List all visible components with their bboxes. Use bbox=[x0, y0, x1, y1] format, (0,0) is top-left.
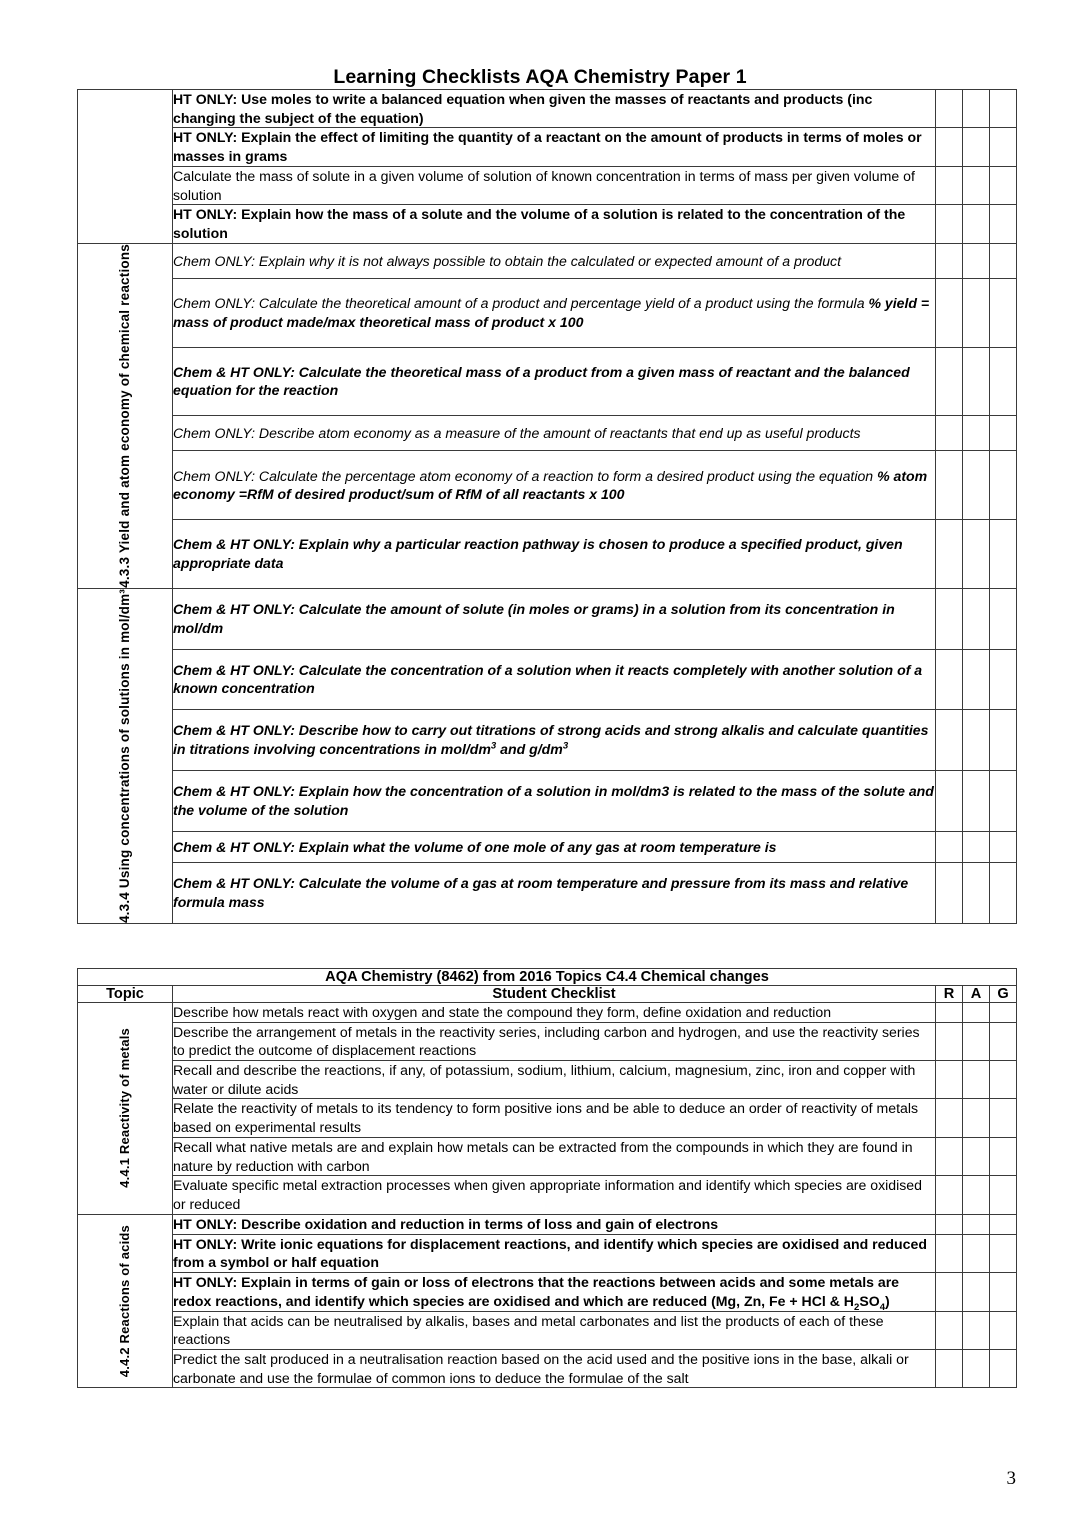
rag-cell-a[interactable] bbox=[963, 128, 990, 166]
rag-cell-g[interactable] bbox=[990, 1234, 1017, 1272]
rag-cell-r[interactable] bbox=[936, 649, 963, 710]
checklist-statement: HT ONLY: Write ionic equations for displacement reactions, and identify which species are oxidised and reduced from a symbol or half equation bbox=[173, 1234, 936, 1272]
checklist-statement: HT ONLY: Explain the effect of limiting the quantity of a reactant on the amount of products in terms of moles or masses in grams bbox=[173, 128, 936, 166]
rag-cell-g[interactable] bbox=[990, 279, 1017, 348]
table-row bbox=[78, 862, 1017, 923]
rag-cell-a[interactable] bbox=[963, 771, 990, 832]
checklist-table-two bbox=[77, 968, 1017, 1389]
rag-cell-a[interactable] bbox=[963, 649, 990, 710]
rag-cell-g[interactable] bbox=[990, 128, 1017, 166]
rag-cell-a[interactable] bbox=[963, 520, 990, 589]
checklist-statement: Recall and describe the reactions, if any, of potassium, sodium, lithium, calcium, magnesium, zinc, iron and copper with water or dilute acids bbox=[173, 1061, 936, 1099]
table-row bbox=[78, 451, 1017, 520]
checklist-statement: Calculate the mass of solute in a given volume of solution of known concentration in terms of mass per given volume of solution bbox=[173, 166, 936, 204]
column-header-r: R bbox=[936, 985, 963, 1002]
rag-cell-a[interactable] bbox=[963, 166, 990, 204]
rag-cell-g[interactable] bbox=[990, 416, 1017, 451]
table-row bbox=[78, 771, 1017, 832]
table-row bbox=[78, 1099, 1017, 1137]
rag-cell-g[interactable] bbox=[990, 243, 1017, 278]
checklist-statement: Recall what native metals are and explain how metals can be extracted from the compounds in which they are found in nature by reduction with carbon bbox=[173, 1137, 936, 1175]
topic-cell-441 bbox=[78, 1002, 173, 1214]
rag-cell-g[interactable] bbox=[990, 90, 1017, 128]
rag-cell-r[interactable] bbox=[936, 831, 963, 862]
rag-cell-g[interactable] bbox=[990, 1350, 1017, 1388]
column-header-g: G bbox=[990, 985, 1017, 1002]
table-row bbox=[78, 205, 1017, 243]
rag-cell-g[interactable] bbox=[990, 347, 1017, 416]
table-row bbox=[78, 1214, 1017, 1234]
checklist-statement: Chem ONLY: Calculate the theoretical amount of a product and percentage yield of a product using the formula % yield = mass of product made/max theoretical mass of product x 100 bbox=[173, 279, 936, 348]
column-header-topic: Topic bbox=[78, 985, 173, 1002]
rag-cell-r[interactable] bbox=[936, 1273, 963, 1311]
table-two-title: AQA Chemistry (8462) from 2016 Topics C4.4 Chemical changes bbox=[78, 968, 1017, 985]
rag-cell-r[interactable] bbox=[936, 520, 963, 589]
rag-cell-a[interactable] bbox=[963, 1311, 990, 1349]
topic-cell-433 bbox=[78, 243, 173, 588]
rag-cell-r[interactable] bbox=[936, 128, 963, 166]
topic-cell-empty bbox=[78, 90, 173, 244]
table-row bbox=[78, 347, 1017, 416]
rag-cell-r[interactable] bbox=[936, 1061, 963, 1099]
checklist-statement: Chem & HT ONLY: Calculate the theoretical mass of a product from a given mass of reactant and the balanced equation for the reaction bbox=[173, 347, 936, 416]
checklist-statement: Chem & HT ONLY: Calculate the concentration of a solution when it reacts completely with another solution of a known concentration bbox=[173, 649, 936, 710]
topic-label-434: 4.3.4 Using concentrations of solutions in mol/dm³ bbox=[116, 588, 132, 923]
rag-cell-a[interactable] bbox=[963, 1022, 990, 1060]
rag-cell-r[interactable] bbox=[936, 710, 963, 771]
table-row bbox=[78, 520, 1017, 589]
checklist-statement: HT ONLY: Use moles to write a balanced equation when given the masses of reactants and products (inc changing the subject of the equation) bbox=[173, 90, 936, 128]
rag-cell-a[interactable] bbox=[963, 279, 990, 348]
rag-cell-a[interactable] bbox=[963, 347, 990, 416]
rag-cell-r[interactable] bbox=[936, 862, 963, 923]
rag-cell-g[interactable] bbox=[990, 1137, 1017, 1175]
rag-cell-a[interactable] bbox=[963, 1099, 990, 1137]
rag-cell-r[interactable] bbox=[936, 1022, 963, 1060]
rag-cell-a[interactable] bbox=[963, 1176, 990, 1214]
rag-cell-g[interactable] bbox=[990, 588, 1017, 649]
rag-cell-g[interactable] bbox=[990, 520, 1017, 589]
checklist-table-one bbox=[77, 89, 1017, 924]
rag-cell-a[interactable] bbox=[963, 831, 990, 862]
table-row bbox=[78, 1061, 1017, 1099]
rag-cell-a[interactable] bbox=[963, 451, 990, 520]
rag-cell-g[interactable] bbox=[990, 1311, 1017, 1349]
table-row bbox=[78, 416, 1017, 451]
table-row bbox=[78, 831, 1017, 862]
table-gap bbox=[0, 924, 1080, 968]
rag-cell-r[interactable] bbox=[936, 1350, 963, 1388]
table-row bbox=[78, 588, 1017, 649]
rag-cell-r[interactable] bbox=[936, 205, 963, 243]
checklist-statement: Chem & HT ONLY: Explain what the volume of one mole of any gas at room temperature is bbox=[173, 831, 936, 862]
rag-cell-r[interactable] bbox=[936, 243, 963, 278]
rag-cell-r[interactable] bbox=[936, 1214, 963, 1234]
rag-cell-g[interactable] bbox=[990, 771, 1017, 832]
checklist-statement: Describe how metals react with oxygen and state the compound they form, define oxidation and reduction bbox=[173, 1002, 936, 1022]
column-header-a: A bbox=[963, 985, 990, 1002]
column-header-checklist: Student Checklist bbox=[173, 985, 936, 1002]
table-row bbox=[78, 710, 1017, 771]
checklist-statement: HT ONLY: Explain in terms of gain or loss of electrons that the reactions between acids and some metals are redox reactions, and identify which species are oxidised and which are reduced (Mg, Zn, Fe + HCl & $H_2SO_4$) bbox=[173, 1273, 936, 1311]
checklist-statement: Relate the reactivity of metals to its tendency to form positive ions and be able to deduce an order of reactivity of metals based on experimental results bbox=[173, 1099, 936, 1137]
checklist-statement: Chem & HT ONLY: Explain why a particular reaction pathway is chosen to produce a specified product, given appropriate data bbox=[173, 520, 936, 589]
rag-cell-r[interactable] bbox=[936, 166, 963, 204]
checklist-statement: Evaluate specific metal extraction processes when given appropriate information and identify which species are oxidised or reduced bbox=[173, 1176, 936, 1214]
table-row bbox=[78, 1350, 1017, 1388]
rag-cell-a[interactable] bbox=[963, 1214, 990, 1234]
rag-cell-r[interactable] bbox=[936, 279, 963, 348]
rag-cell-g[interactable] bbox=[990, 1002, 1017, 1022]
rag-cell-r[interactable] bbox=[936, 416, 963, 451]
checklist-statement: Chem & HT ONLY: Explain how the concentration of a solution in mol/dm3 is related to the mass of the solute and the volume of the solution bbox=[173, 771, 936, 832]
checklist-statement: Chem & HT ONLY: Describe how to carry out titrations of strong acids and strong alkalis and calculate quantities in titrations involving concentrations in mol/$dm^3$ and $g/dm^3$ bbox=[173, 710, 936, 771]
rag-cell-a[interactable] bbox=[963, 416, 990, 451]
rag-cell-g[interactable] bbox=[990, 166, 1017, 204]
rag-cell-a[interactable] bbox=[963, 1002, 990, 1022]
table-row bbox=[78, 1273, 1017, 1311]
rag-cell-g[interactable] bbox=[990, 710, 1017, 771]
rag-cell-a[interactable] bbox=[963, 90, 990, 128]
rag-cell-r[interactable] bbox=[936, 588, 963, 649]
checklist-statement: Chem ONLY: Explain why it is not always possible to obtain the calculated or expected amount of a product bbox=[173, 243, 936, 278]
rag-cell-a[interactable] bbox=[963, 243, 990, 278]
table-row bbox=[78, 1234, 1017, 1272]
rag-cell-r[interactable] bbox=[936, 1099, 963, 1137]
table-row bbox=[78, 1022, 1017, 1060]
rag-cell-g[interactable] bbox=[990, 205, 1017, 243]
rag-cell-g[interactable] bbox=[990, 451, 1017, 520]
rag-cell-r[interactable] bbox=[936, 347, 963, 416]
rag-cell-a[interactable] bbox=[963, 862, 990, 923]
checklist-statement: Describe the arrangement of metals in the reactivity series, including carbon and hydrogen, and use the reactivity series to predict the outcome of displacement reactions bbox=[173, 1022, 936, 1060]
rag-cell-a[interactable] bbox=[963, 1350, 990, 1388]
rag-cell-r[interactable] bbox=[936, 1002, 963, 1022]
checklist-statement: Chem ONLY: Calculate the percentage atom economy of a reaction to form a desired product using the equation % atom economy =RfM of desired product/sum of RfM of all reactants x 100 bbox=[173, 451, 936, 520]
checklist-statement: HT ONLY: Describe oxidation and reduction in terms of loss and gain of electrons bbox=[173, 1214, 936, 1234]
rag-cell-g[interactable] bbox=[990, 862, 1017, 923]
rag-cell-g[interactable] bbox=[990, 1099, 1017, 1137]
table-header-row bbox=[78, 968, 1017, 985]
rag-cell-r[interactable] bbox=[936, 1311, 963, 1349]
checklist-statement: Chem & HT ONLY: Calculate the amount of solute (in moles or grams) in a solution from its concentration in mol/dm bbox=[173, 588, 936, 649]
table-row bbox=[78, 1176, 1017, 1214]
checklist-statement: Explain that acids can be neutralised by alkalis, bases and metal carbonates and list the products of each of these reactions bbox=[173, 1311, 936, 1349]
rag-cell-a[interactable] bbox=[963, 1234, 990, 1272]
rag-cell-g[interactable] bbox=[990, 1176, 1017, 1214]
table-row bbox=[78, 1002, 1017, 1022]
table-row bbox=[78, 243, 1017, 278]
table-row bbox=[78, 90, 1017, 128]
page-number: 3 bbox=[1006, 1468, 1016, 1489]
rag-cell-g[interactable] bbox=[990, 1214, 1017, 1234]
rag-cell-a[interactable] bbox=[963, 588, 990, 649]
topic-cell-434 bbox=[78, 588, 173, 923]
rag-cell-g[interactable] bbox=[990, 1061, 1017, 1099]
table-row bbox=[78, 279, 1017, 348]
rag-cell-r[interactable] bbox=[936, 1176, 963, 1214]
rag-cell-g[interactable] bbox=[990, 649, 1017, 710]
table-row bbox=[78, 649, 1017, 710]
rag-cell-r[interactable] bbox=[936, 1137, 963, 1175]
rag-cell-a[interactable] bbox=[963, 710, 990, 771]
rag-cell-g[interactable] bbox=[990, 1022, 1017, 1060]
table-row bbox=[78, 166, 1017, 204]
rag-cell-r[interactable] bbox=[936, 451, 963, 520]
rag-cell-a[interactable] bbox=[963, 1273, 990, 1311]
rag-cell-r[interactable] bbox=[936, 90, 963, 128]
table-row bbox=[78, 1311, 1017, 1349]
rag-cell-r[interactable] bbox=[936, 771, 963, 832]
rag-cell-a[interactable] bbox=[963, 205, 990, 243]
checklist-statement: Chem ONLY: Describe atom economy as a measure of the amount of reactants that end up as useful products bbox=[173, 416, 936, 451]
rag-cell-a[interactable] bbox=[963, 1061, 990, 1099]
checklist-statement: Chem & HT ONLY: Calculate the volume of a gas at room temperature and pressure from its mass and relative formula mass bbox=[173, 862, 936, 923]
page-title: Learning Checklists AQA Chemistry Paper 1 bbox=[333, 66, 747, 88]
topic-cell-442 bbox=[78, 1214, 173, 1388]
table-column-header-row bbox=[78, 985, 1017, 1002]
checklist-statement: Predict the salt produced in a neutralisation reaction based on the acid used and the positive ions in the base, alkali or carbonate and use the formulae of common ions to deduce the formulae of the salt bbox=[173, 1350, 936, 1388]
topic-label-441: 4.4.1 Reactivity of metals bbox=[117, 1028, 133, 1189]
rag-cell-g[interactable] bbox=[990, 831, 1017, 862]
table-row bbox=[78, 1137, 1017, 1175]
topic-label-442: 4.4.2 Reactions of acids bbox=[117, 1225, 133, 1378]
rag-cell-r[interactable] bbox=[936, 1234, 963, 1272]
topic-label-433: 4.3.3 Yield and atom economy of chemical reactions bbox=[116, 243, 132, 588]
rag-cell-a[interactable] bbox=[963, 1137, 990, 1175]
rag-cell-g[interactable] bbox=[990, 1273, 1017, 1311]
table-row bbox=[78, 128, 1017, 166]
checklist-statement: HT ONLY: Explain how the mass of a solute and the volume of a solution is related to the concentration of the solution bbox=[173, 205, 936, 243]
